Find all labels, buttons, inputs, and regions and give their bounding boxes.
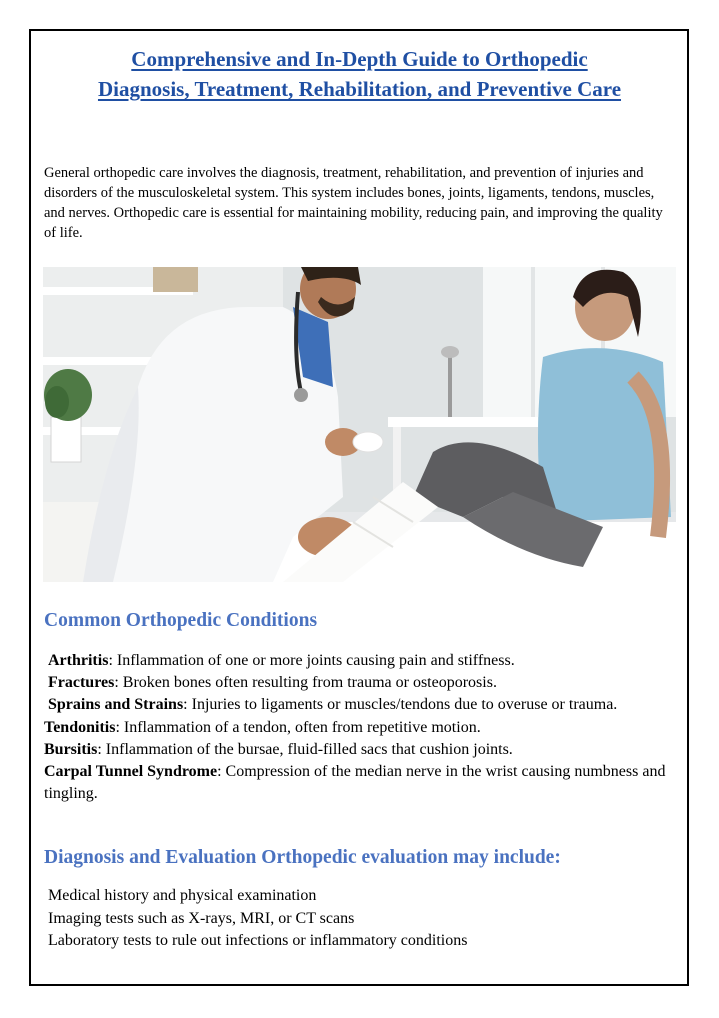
condition-desc: : Inflammation of a tendon, often from repetitive motion. — [115, 718, 481, 736]
condition-desc: : Compression of the median nerve in the wrist causing numbness and tingling. — [44, 763, 666, 803]
condition-term: Bursitis — [44, 740, 98, 758]
title-line-1: Comprehensive and In-Depth Guide to Orthopedic — [131, 47, 588, 71]
list-item: Imaging tests such as X-rays, MRI, or CT scans — [48, 909, 355, 927]
intro-paragraph: General orthopedic care involves the diagnosis, treatment, rehabilitation, and prevention of injuries and disorders of the musculoskeletal system. This system includes bones, joints, ligaments, tendons, muscles, and nerves. Orthopedic care is essential for maintaining mobility, reducing pain, and improving the quality of life. — [44, 165, 663, 241]
conditions-list — [44, 650, 680, 805]
list-item — [44, 672, 680, 694]
condition-term: Tendonitis — [44, 718, 116, 736]
list-item — [44, 694, 680, 716]
condition-desc: : Inflammation of one or more joints causing pain and stiffness. — [108, 652, 515, 669]
list-item — [44, 650, 680, 672]
title-line-2: Diagnosis, Treatment, Rehabilitation, and Preventive Care — [97, 77, 622, 101]
list-item: Laboratory tests to rule out infections or inflammatory conditions — [48, 932, 468, 949]
condition-desc: : Broken bones often resulting from trauma or osteoporosis. — [114, 674, 497, 692]
condition-desc: : Injuries to ligaments or muscles/tendons due to overuse or trauma. — [183, 696, 618, 714]
condition-term: Fractures — [48, 674, 115, 692]
diagnosis-list — [48, 885, 668, 953]
condition-term: Arthritis — [48, 652, 109, 669]
list-item — [44, 739, 680, 761]
conditions-heading: Common Orthopedic Conditions — [44, 610, 318, 631]
list-item — [44, 717, 680, 739]
condition-desc: : Inflammation of the bursae, fluid-filled sacs that cushion joints. — [97, 740, 513, 758]
condition-term: Sprains and Strains — [48, 696, 184, 714]
document-title — [40, 44, 679, 104]
list-item — [44, 761, 680, 805]
doctor-bandaging-patient-leg-photo — [43, 267, 676, 582]
condition-term: Carpal Tunnel Syndrome — [44, 763, 218, 781]
diagnosis-heading: Diagnosis and Evaluation Orthopedic evaluation may include: — [44, 847, 561, 868]
list-item: Medical history and physical examination — [48, 887, 317, 904]
